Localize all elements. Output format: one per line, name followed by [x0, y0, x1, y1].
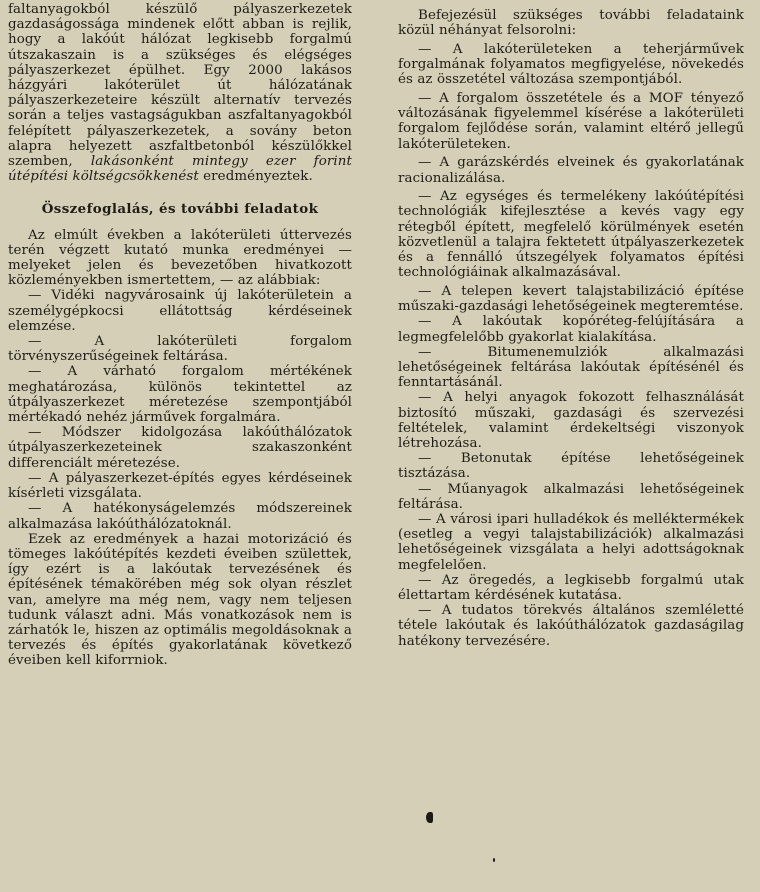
section-heading: Összefoglalás, és további feladatok [41, 201, 319, 218]
intro-text-end: eredményeztek. [198, 169, 313, 185]
task-item: — Az egységes és termelékeny lakóútépítési technológiák kifejlesztése a kevés vagy egy rétegből épített, megfelelő körülmények esetén közvetlenül a talajra fektetett útpályaszerkezetek és a fennálló útszegélyek folyamatos építési technológiáinak alkalmazásával. [398, 189, 744, 281]
task-item: — A telepen kevert talajstabilizáció építése műszaki-gazdasági lehetőségeinek megteremtése. [398, 283, 744, 315]
right-column [398, 8, 744, 649]
result-item: — A lakóterületi forgalom törvényszerűségeinek feltárása. [8, 334, 352, 365]
summary-intro: Az elmúlt években a lakóterületi úttervezés terén végzett kutató munka eredményei — melyeket jelen és bevezetőben hivatkozott közleményekben ismertettem, — az alábbiak: [8, 227, 352, 289]
task-item: — A városi ipari hulladékok és melléktermékek (esetleg a vegyi talajstabilizációk) alkalmazási lehetőségeinek vizsgálata a helyi adottságoknak megfelelően. [398, 512, 744, 573]
scan-artifact-speck [493, 858, 495, 862]
closing-paragraph: Ezek az eredmények a hazai motorizáció és tömeges lakóútépítés kezdeti éveiben születtek, így ezért is a lakóutak tervezésének és építésének témakörében még sok olyan részlet van, amelyre ma még nem, vagy nem teljesen tudunk választ adni. Más vonatkozások nem is zárhatók le, hiszen az optimális megoldásoknak a tervezés és építés gyakorlatának következő éveiben kell kiforrniok. [8, 531, 352, 669]
task-item: — Bitumenemulziók alkalmazási lehetőségeinek feltárása lakóutak építésénél és fenntartásánál. [398, 344, 744, 391]
result-item: — Vidéki nagyvárosaink új lakóterületein a személygépkocsi ellátottság kérdéseinek elemzése. [8, 288, 352, 334]
intro-paragraph [8, 2, 352, 184]
task-item: — A tudatos törekvés általános szemléletté tétele lakóutak és lakóúthálózatok gazdaságilag hatékony tervezésére. [398, 603, 744, 649]
result-item: — A várható forgalom mértékének meghatározása, különös tekintettel az útpályaszerkezet méretezése szempontjából mértékadó nehéz járművek forgalmára. [8, 364, 352, 426]
task-item: — Az öregedés, a legkisebb forgalmú utak élettartam kérdésének kutatása. [398, 572, 744, 604]
tasks-intro: Befejezésül szükséges további feladataink közül néhányat felsorolni: [398, 8, 744, 39]
left-column [8, 2, 352, 669]
task-item: — A garázskérdés elveinek és gyakorlatának racionalizálása. [398, 155, 744, 186]
task-item: — Műanyagok alkalmazási lehetőségeinek feltárása. [398, 481, 744, 512]
result-item: — Módszer kidolgozása lakóúthálózatok útpályaszerkezeteinek szakaszonként differenciált méretezése. [8, 425, 352, 471]
scan-artifact-blob [426, 812, 433, 823]
result-item: — A pályaszerkezet-építés egyes kérdéseinek kísérleti vizsgálata. [8, 470, 352, 502]
task-item: — A forgalom összetétele és a MOF tényező változásának figyelemmel kísérése a lakóterületi forgalom fejlődése során, valamint eltérő jellegű lakóterületeken. [398, 91, 744, 152]
task-item: — A lakóutak kopóréteg-felújítására a legmegfelelőbb gyakorlat kialakítása. [398, 314, 744, 345]
task-item: — Betonutak építése lehetőségeinek tisztázása. [398, 451, 744, 482]
intro-text: faltanyagokból készülő pályaszerkezetek gazdaságossága mindenek előtt abban is rejlik, hogy a lakóút hálózat legkisebb forgalmú útszakaszain is a szükséges és elégséges pályaszerkezet épülhet. Egy 2000 lakásos házgyári lakóterület út hálózatának pályaszerkezeteire készült alternatív tervezés során a teljes vastagságukban aszfaltanyagokból felépített pályaszerkezetek, a sovány beton alapra helyezett aszfaltbetonból készülőkkel szemben, [8, 2, 352, 170]
task-item: — A lakóterületeken a teherjárművek forgalmának folyamatos megfigyelése, növekedés és az összetétel változása szempontjából. [398, 41, 744, 88]
task-item: — A helyi anyagok fokozott felhasználását biztosító műszaki, gazdasági és szervezési feltételek, valamint érdekeltségi viszonyok létrehozása. [398, 390, 744, 451]
result-item: — A hatékonyságelemzés módszereinek alkalmazása lakóúthálózatoknál. [8, 501, 352, 532]
intro-italic-emphasis: lakásonként mintegy ezer forint útépítési költségcsökkenést [8, 154, 352, 185]
